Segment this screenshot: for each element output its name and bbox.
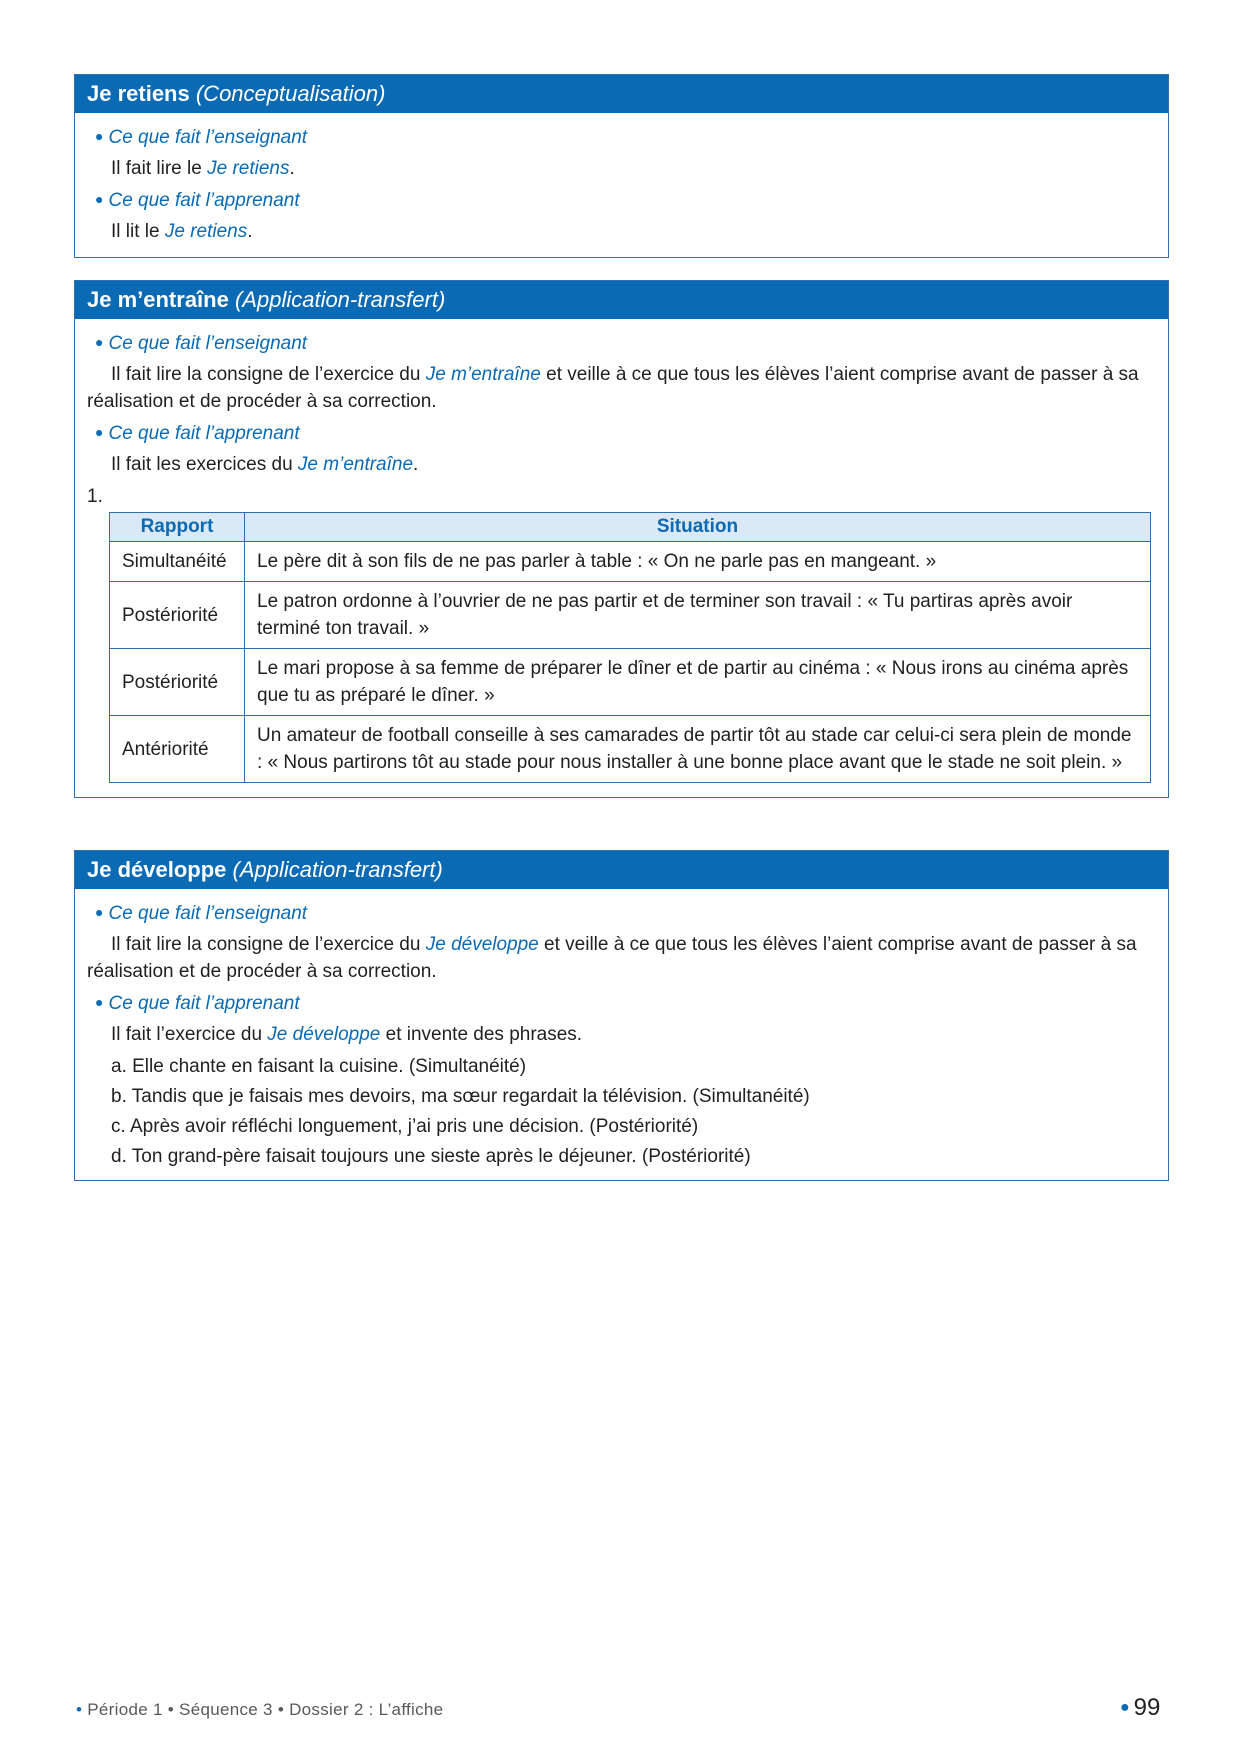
section-title: Je m’entraîne xyxy=(87,287,229,312)
section-title: Je retiens xyxy=(87,81,190,106)
bullet-enseignant xyxy=(95,125,1156,151)
section-je-retiens xyxy=(74,74,1169,258)
section-je-developpe xyxy=(74,850,1169,1181)
paragraph: Il lit le Je retiens. xyxy=(111,221,253,242)
paragraph: Il fait l’exercice du Je développe et invente des phrases. xyxy=(111,1024,583,1045)
section-subtitle: (Application-transfert) xyxy=(232,857,443,882)
section-je-mentraine xyxy=(74,280,1169,798)
section-header xyxy=(75,851,1168,889)
bullet-label: Ce que fait l’enseignant xyxy=(108,903,308,924)
bullet-dot-icon: ● xyxy=(95,128,104,144)
bullet-label: Ce que fait l’apprenant xyxy=(108,423,300,444)
exercise-number: 1. xyxy=(87,486,103,507)
bullet-dot-icon: ● xyxy=(95,994,104,1010)
page-number-value: 99 xyxy=(1133,1694,1161,1721)
table-cell: Le mari propose à sa femme de préparer le dîner et de partir au cinéma : « Nous irons au cinéma après que tu as préparé le dîner. » xyxy=(245,649,1151,716)
bullet-dot-icon: ● xyxy=(95,334,104,350)
bullet-enseignant xyxy=(95,331,1156,357)
section-header xyxy=(75,281,1168,319)
page-number xyxy=(1120,1694,1160,1722)
rapport-table xyxy=(109,512,1151,783)
bullet-apprenant xyxy=(95,421,1156,447)
table-cell: Le patron ordonne à l’ouvrier de ne pas partir et de terminer son travail : « Tu partiras après avoir terminé ton travail. » xyxy=(245,582,1151,649)
column-header: Rapport xyxy=(110,513,245,542)
section-title: Je développe xyxy=(87,857,227,882)
bullet-label: Ce que fait l’enseignant xyxy=(108,127,308,148)
table-cell: Postériorité xyxy=(110,649,245,716)
list-item: b. Tandis que je faisais mes devoirs, ma sœur regardait la télévision. (Simultanéité) xyxy=(111,1086,810,1107)
paragraph: Il fait les exercices du Je m’entraîne. xyxy=(111,454,419,475)
page-footer-breadcrumb xyxy=(76,1700,443,1720)
table-row xyxy=(110,542,1151,582)
table-cell: Un amateur de football conseille à ses camarades de partir tôt au stade car celui-ci sera plein de monde : « Nous partirons tôt au stade pour nous installer à une bonne place avant que le stade ne soit plein. » xyxy=(245,716,1151,783)
bullet-label: Ce que fait l’apprenant xyxy=(108,993,300,1014)
bullet-label: Ce que fait l’enseignant xyxy=(108,333,308,354)
bullet-label: Ce que fait l’apprenant xyxy=(108,190,300,211)
table-cell: Antériorité xyxy=(110,716,245,783)
table-cell: Postériorité xyxy=(110,582,245,649)
bullet-dot-icon: ● xyxy=(95,191,104,207)
table-cell: Le père dit à son fils de ne pas parler à table : « On ne parle pas en mangeant. » xyxy=(245,542,1151,582)
bullet-dot-icon: ● xyxy=(95,904,104,920)
paragraph: Il fait lire le Je retiens. xyxy=(111,158,295,179)
footer-dot-icon: • xyxy=(76,1700,88,1719)
table-row xyxy=(110,649,1151,716)
footer-dot-icon: ● xyxy=(1120,1699,1130,1716)
list-item: d. Ton grand-père faisait toujours une sieste après le déjeuner. (Postériorité) xyxy=(111,1146,751,1167)
section-subtitle: (Application-transfert) xyxy=(234,287,446,312)
bullet-apprenant xyxy=(95,188,1156,214)
column-header: Situation xyxy=(245,513,1151,542)
table-cell: Simultanéité xyxy=(110,542,245,582)
footer-text: Période 1 • Séquence 3 • Dossier 2 : L’affiche xyxy=(87,1700,444,1719)
section-subtitle: (Conceptualisation) xyxy=(195,81,386,106)
section-header xyxy=(75,75,1168,113)
bullet-apprenant xyxy=(95,991,1156,1017)
list-item: c. Après avoir réfléchi longuement, j’ai pris une décision. (Postériorité) xyxy=(111,1116,699,1137)
paragraph: Il fait lire la consigne de l’exercice du Je m’entraîne et veille à ce que tous les élèves l’aient comprise avant de passer à sa réalisation et de procéder à sa correction. xyxy=(87,364,1139,412)
paragraph: Il fait lire la consigne de l’exercice du Je développe et veille à ce que tous les élèves l’aient comprise avant de passer à sa réalisation et de procéder à sa correction. xyxy=(87,934,1137,982)
bullet-dot-icon: ● xyxy=(95,424,104,440)
table-header-row xyxy=(110,513,1151,542)
table-row xyxy=(110,582,1151,649)
bullet-enseignant xyxy=(95,901,1156,927)
list-item: a. Elle chante en faisant la cuisine. (Simultanéité) xyxy=(111,1056,527,1077)
table-row xyxy=(110,716,1151,783)
